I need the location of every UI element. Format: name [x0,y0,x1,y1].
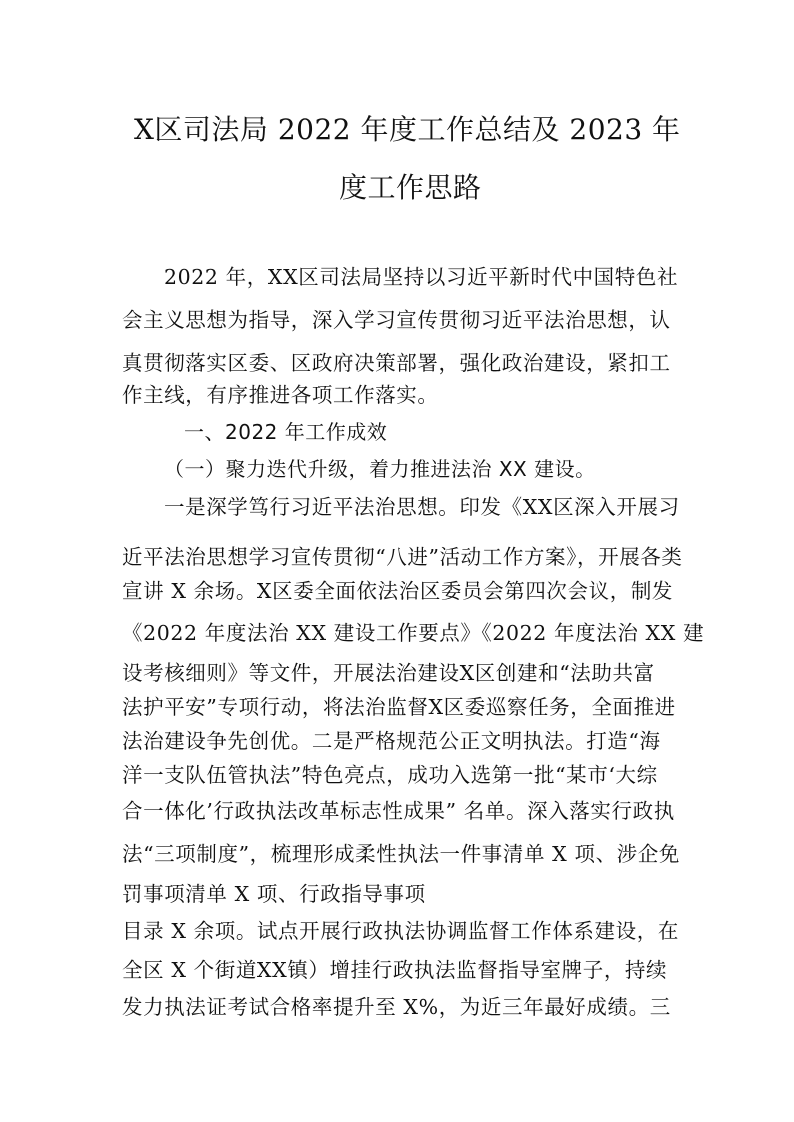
body-line-12: 目录 X 余项。试点开展行政执法协调监督工作体系建设，在 [122,919,679,943]
body-line-14: 发力执法证考试合格率提升至 X%，为近三年最好成绩。三 [122,995,671,1019]
intro-line-1: 2022 年，XX区司法局坚持以习近平新时代中国特色社 [164,265,679,289]
body-line-2: 近平法治思想学习宣传贯彻“八进”活动工作方案》，开展各类 [122,545,683,569]
body-line-3: 宣讲 X 余场。X区委全面依法治区委员会第四次会议，制发 [122,579,674,603]
body-line-6: 法护平安”专项行动，将法治监督X区委巡察任务，全面推进 [122,695,676,719]
body-line-1: 一是深学笃行习近平法治思想。印发《XX区深入开展习 [164,495,680,519]
intro-line-4: 作主线，有序推进各项工作落实。 [122,383,439,407]
document-title-line-1: X区司法局 2022 年度工作总结及 2023 年 [134,113,681,146]
intro-line-3: 真贯彻落实区委、区政府决策部署，强化政治建设，紧扣工 [122,351,671,375]
subsection-heading-1: （一）聚力迭代升级，着力推进法治 XX 建设。 [164,457,596,481]
body-line-5: 设考核细则》等文件，开展法治建设X区创建和“法助共富 [122,661,655,685]
body-line-13: 全区 X 个街道XX镇）增挂行政执法监督指导室牌子，持续 [122,958,668,982]
body-line-7: 法治建设争先创优。二是严格规范公正文明执法。打造“海 [122,729,661,753]
body-line-11: 罚事项清单 X 项、行政指导事项 [122,882,426,906]
intro-line-2: 会主义思想为指导，深入学习宣传贯彻习近平法治思想，认 [122,308,671,332]
section-heading-1: 一、2022 年工作成效 [184,420,388,444]
body-line-4: 《2022 年度法治 XX 建设工作要点》《2022 年度法治 XX 建 [122,621,705,645]
body-line-8: 洋一支队伍管执法”特色亮点，成功入选第一批“某市‘大综 [122,763,658,787]
document-title-line-2: 度工作思路 [339,171,482,204]
body-line-10: 法“三项制度”，梳理形成柔性执法一件事清单 X 项、涉企免 [122,842,680,866]
body-line-9: 合一体化’行政执法改革标志性成果” 名单。深入落实行政执 [122,799,675,823]
